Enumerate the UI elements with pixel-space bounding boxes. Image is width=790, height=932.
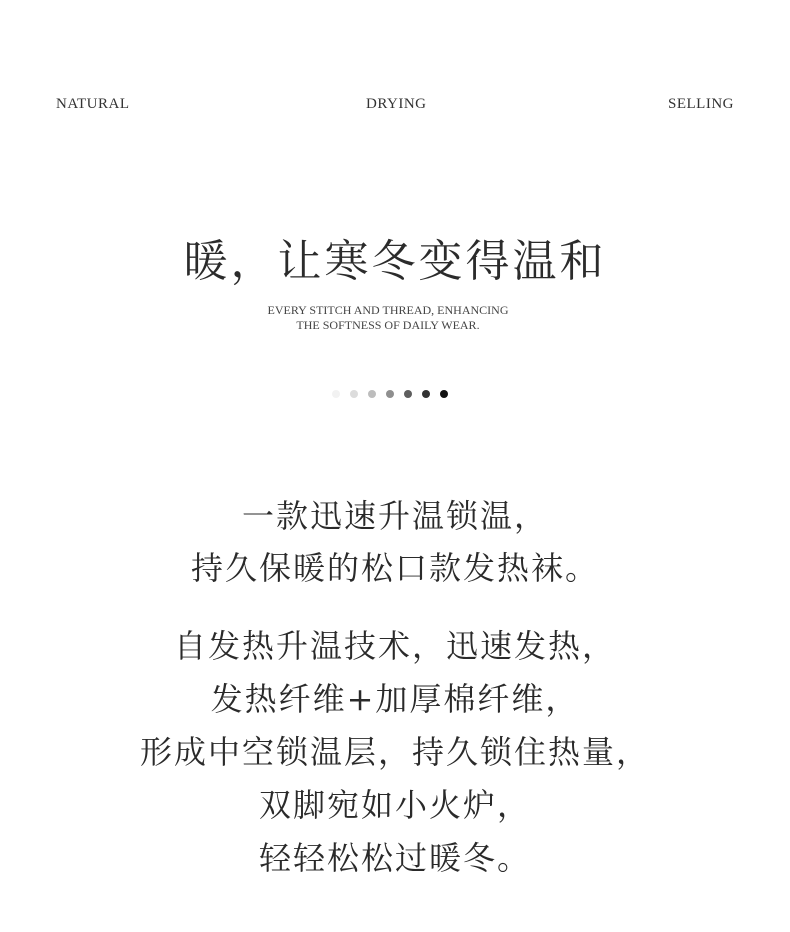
nav-label-selling: SELLING xyxy=(668,96,734,112)
hero-subtitle-line-1: EVERY STITCH AND THREAD, ENHANCING xyxy=(267,303,509,317)
carousel-dot-4[interactable] xyxy=(386,390,394,398)
carousel-dot-1[interactable] xyxy=(332,390,340,398)
nav-label-drying: DRYING xyxy=(366,96,427,112)
description-line-3: 形成中空锁温层，持久锁住热量， xyxy=(139,733,650,771)
hero-subtitle-line-2: THE SOFTNESS OF DAILY WEAR. xyxy=(296,318,480,332)
description-line-5: 轻轻松松过暖冬。 xyxy=(258,839,531,877)
description-line-2: 发热纤维+加厚棉纤维， xyxy=(210,680,580,718)
hero-title: 暖，让寒冬变得温和 xyxy=(183,236,607,287)
description-text xyxy=(0,620,790,885)
description-line-4: 双脚宛如小火炉， xyxy=(258,786,531,824)
carousel-dot-2[interactable] xyxy=(350,390,358,398)
intro-text xyxy=(0,490,790,594)
hero-subtitle xyxy=(0,303,776,333)
carousel-dot-5[interactable] xyxy=(404,390,412,398)
carousel-dot-7[interactable] xyxy=(440,390,448,398)
intro-line-2: 持久保暖的松口款发热袜。 xyxy=(190,549,599,587)
carousel-dot-3[interactable] xyxy=(368,390,376,398)
top-nav xyxy=(0,96,790,118)
intro-line-1: 一款迅速升温锁温， xyxy=(241,497,548,535)
description-line-1: 自发热升温技术，迅速发热， xyxy=(173,627,616,665)
carousel-dot-6[interactable] xyxy=(422,390,430,398)
nav-label-natural: NATURAL xyxy=(56,96,130,112)
